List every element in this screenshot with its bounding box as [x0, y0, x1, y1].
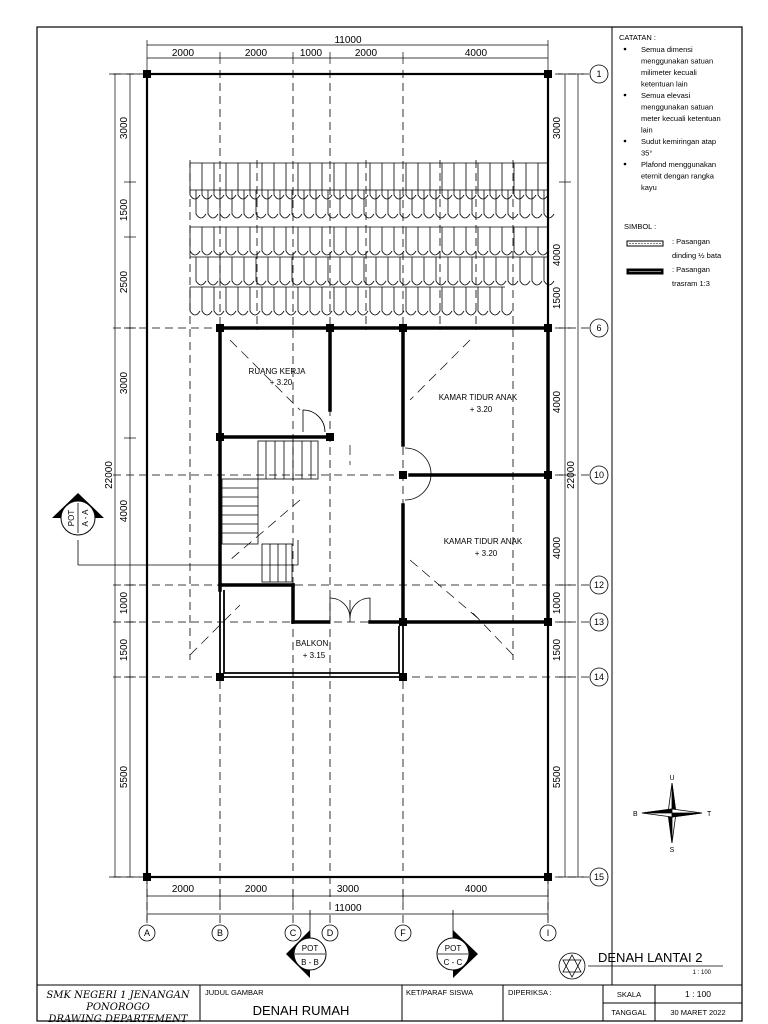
grid-column-bubbles: [139, 925, 556, 941]
notes-heading: CATATAN :: [619, 33, 656, 42]
dim-right-total: 22000: [566, 461, 577, 489]
section-marker-a: [52, 493, 104, 535]
grid-row-6: 6: [596, 323, 602, 333]
skala-label: SKALA: [616, 990, 642, 999]
section-c-label-bottom: C - C: [443, 958, 463, 967]
symbol-1-line-2: dinding ½ bata: [672, 251, 722, 260]
grid-col-d: D: [326, 928, 334, 938]
dim-top-3: 1000: [299, 48, 323, 59]
grid-col-b: B: [216, 928, 224, 938]
note-bullet: [624, 48, 627, 51]
note-line: meter kecuali ketentuan: [641, 114, 721, 123]
sheet-border: [37, 27, 742, 1021]
dim-left-3: 2500: [119, 270, 130, 294]
symbol-1-line-1: : Pasangan: [672, 237, 710, 246]
north-arrow-compass: [642, 783, 702, 843]
dim-left-6: 1000: [119, 591, 130, 615]
tanggal-value: 30 MARET 2022: [670, 1008, 726, 1017]
symbols-heading: SIMBOL :: [624, 222, 657, 231]
note-line: 35°: [641, 148, 653, 158]
note-line: ketentuan lain: [641, 79, 688, 89]
drawing-title: DENAH LANTAI 2: [598, 950, 703, 965]
room-kamar-tidur-1: KAMAR TIDUR ANAK: [438, 393, 518, 402]
section-a-label-bottom: A - A: [81, 509, 90, 527]
dim-left-7: 1500: [119, 638, 130, 662]
dim-left-1: 3000: [119, 116, 130, 140]
skala-value: 1 : 100: [685, 989, 711, 999]
grid-col-a: A: [143, 928, 151, 938]
dim-top-4: 2000: [354, 48, 378, 59]
dim-bottom-2: 2000: [244, 884, 268, 895]
grid-row-12: 12: [593, 580, 605, 590]
room-kamar-tidur-1-elev: + 3.20: [469, 405, 493, 414]
dim-bottom-3: 3000: [336, 884, 360, 895]
symbol-2-line-2: trasram 1:3: [672, 279, 710, 288]
room-kamar-tidur-2: KAMAR TIDUR ANAK: [443, 537, 523, 546]
roof-hip-lines: [190, 340, 513, 655]
grid-col-f: F: [400, 928, 406, 938]
section-b-label-bottom: B - B: [301, 958, 319, 967]
grid-row-13: 13: [593, 617, 605, 627]
drawing-title-scale: 1 : 100: [692, 970, 711, 976]
dim-right-1: 3000: [552, 116, 563, 140]
grid-col-i: I: [546, 928, 550, 938]
symbol-2-line-1: : Pasangan: [672, 265, 710, 274]
tanggal-label: TANGGAL: [611, 1008, 647, 1017]
symbols-panel: [624, 222, 722, 288]
note-line: lain: [641, 125, 653, 135]
dim-right-2: 4000: [552, 243, 563, 267]
compass-east: T: [707, 811, 712, 818]
dim-right-7: 1500: [552, 638, 563, 662]
dim-right-5: 4000: [552, 536, 563, 560]
note-line: Semua dimensi: [641, 45, 693, 54]
dim-left-8: 5500: [119, 765, 130, 789]
section-b-label-top: POT: [301, 944, 319, 953]
dim-top-1: 2000: [171, 48, 195, 59]
school-name: SMK NEGERI 1 JENANGAN: [46, 990, 190, 1001]
school-department: DRAWING DEPARTEMENT: [48, 1014, 188, 1024]
dim-left-total: 22000: [104, 461, 115, 489]
note-line: Semua elevasi: [641, 91, 691, 100]
note-line: Plafond menggunakan: [641, 160, 717, 169]
note-bullet: [624, 94, 627, 97]
dim-bottom-total: 11000: [334, 903, 362, 914]
dim-top-2: 2000: [244, 48, 268, 59]
dim-left-5: 4000: [119, 499, 130, 523]
compass-west: B: [633, 811, 638, 818]
room-kamar-tidur-2-elev: + 3.20: [474, 549, 498, 558]
judul-value: DENAH RUMAH: [252, 1003, 350, 1018]
dim-right-8: 5500: [552, 765, 563, 789]
dim-top-total: 11000: [334, 35, 362, 46]
note-line: kayu: [641, 183, 657, 192]
dim-right-6: 1000: [552, 591, 563, 615]
judul-label: JUDUL GAMBAR: [205, 988, 264, 997]
grid-row-14: 14: [593, 672, 605, 682]
note-line: menggunakan satuan: [641, 102, 714, 112]
dim-left-2: 1500: [119, 198, 130, 222]
dim-left-4: 3000: [119, 371, 130, 395]
dim-top-5: 4000: [464, 48, 488, 59]
section-a-label-top: POT: [67, 509, 76, 527]
roof-tile-pattern: [190, 163, 554, 315]
balcony-railing: [220, 590, 403, 677]
dim-bottom-1: 2000: [171, 884, 195, 895]
note-line: menggunakan satuan: [641, 56, 714, 66]
staircase: [222, 441, 318, 582]
section-c-label-top: POT: [444, 944, 462, 953]
note-line: eternit dengan rangka: [641, 171, 714, 181]
grid-row-10: 10: [593, 470, 605, 480]
room-balkon-elev: + 3.15: [302, 651, 326, 660]
grid-row-1: 1: [596, 69, 602, 79]
ket-paraf-label: KET/PARAF SISWA: [406, 988, 474, 997]
grid-row-15: 15: [593, 872, 605, 882]
school-city: PONOROGO: [86, 1002, 150, 1013]
room-ruang-kerja: RUANG KERJA: [248, 367, 306, 376]
room-ruang-kerja-elev: + 3.20: [269, 378, 293, 387]
notes-panel: [619, 33, 721, 192]
compass-south: S: [669, 847, 675, 854]
compass-north: U: [669, 775, 675, 782]
dim-right-4: 4000: [552, 390, 563, 414]
grid-col-c: C: [289, 928, 297, 938]
note-line: milimeter kecuali: [641, 68, 697, 77]
room-balkon: BALKON: [295, 639, 329, 648]
door-swings: [303, 410, 431, 622]
diperiksa-label: DIPERIKSA :: [508, 988, 552, 997]
section-marker-c: [437, 930, 478, 978]
note-line: Sudut kemiringan atap: [641, 137, 717, 146]
note-bullet: [624, 140, 627, 143]
dim-bottom-4: 4000: [464, 884, 488, 895]
note-bullet: [624, 163, 627, 166]
dim-right-3: 1500: [552, 286, 563, 310]
